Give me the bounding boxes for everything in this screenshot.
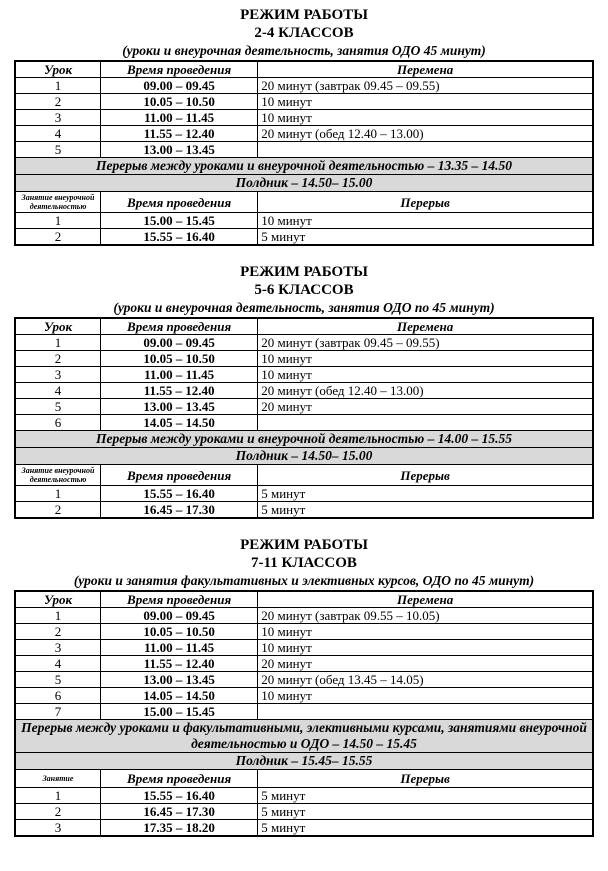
break-note-cell: 5 минут	[258, 502, 593, 519]
break-note-cell: 10 минут	[258, 110, 593, 126]
break-note-cell: 20 минут (обед 12.40 – 13.00)	[258, 126, 593, 142]
break-note-cell: 5 минут	[258, 486, 593, 502]
time-cell: 14.05 – 14.50	[101, 688, 258, 704]
lesson-row	[15, 94, 593, 110]
band-row	[15, 158, 593, 175]
time-cell: 11.00 – 11.45	[101, 640, 258, 656]
band-cell: Полдник – 14.50– 15.00	[15, 175, 593, 192]
table-header-row	[15, 591, 593, 608]
lesson-number-cell: 2	[15, 502, 101, 519]
column-header-cell: Время проведения	[101, 465, 258, 486]
table-header-row	[15, 465, 593, 486]
time-cell: 11.55 – 12.40	[101, 126, 258, 142]
time-cell: 13.00 – 13.45	[101, 672, 258, 688]
lesson-number-cell: 5	[15, 399, 101, 415]
lesson-number-cell: 5	[15, 672, 101, 688]
time-cell: 17.35 – 18.20	[101, 820, 258, 837]
time-cell: 10.05 – 10.50	[101, 94, 258, 110]
break-note-cell: 10 минут	[258, 688, 593, 704]
lesson-row	[15, 142, 593, 158]
break-note-cell: 10 минут	[258, 94, 593, 110]
time-cell: 14.05 – 14.50	[101, 415, 258, 431]
lesson-row	[15, 672, 593, 688]
time-cell: 15.00 – 15.45	[101, 704, 258, 720]
band-row	[15, 448, 593, 465]
lesson-number-cell: 1	[15, 213, 101, 229]
lesson-row	[15, 608, 593, 624]
column-header-cell: Занятие	[15, 770, 101, 788]
band-cell: Перерыв между уроками и факультативными, элективными курсами, занятиями внеурочной деятельностью и ОДО – 14.50 – 15.45	[15, 720, 593, 753]
time-cell: 09.00 – 09.45	[101, 608, 258, 624]
column-header-cell: Занятие внеурочной деятельностью	[15, 192, 101, 213]
schedule-table	[14, 60, 594, 246]
column-header-cell: Урок	[15, 591, 101, 608]
table-header-row	[15, 318, 593, 335]
section-subtitle: (уроки и внеурочная деятельность, занятия ОДО 45 минут)	[122, 43, 486, 58]
schedule-section	[14, 263, 594, 519]
lesson-number-cell: 1	[15, 788, 101, 804]
break-note-cell: 5 минут	[258, 820, 593, 837]
lesson-number-cell: 4	[15, 656, 101, 672]
section-title: РЕЖИМ РАБОТЫ	[240, 264, 368, 280]
column-header-cell: Перерыв	[258, 192, 593, 213]
lesson-row	[15, 804, 593, 820]
time-cell: 16.45 – 17.30	[101, 804, 258, 820]
lesson-number-cell: 1	[15, 335, 101, 351]
lesson-row	[15, 213, 593, 229]
lesson-row	[15, 351, 593, 367]
section-title: РЕЖИМ РАБОТЫ	[240, 7, 368, 23]
lesson-number-cell: 4	[15, 383, 101, 399]
column-header-cell: Время проведения	[101, 61, 258, 78]
time-cell: 13.00 – 13.45	[101, 399, 258, 415]
column-header-cell: Урок	[15, 318, 101, 335]
break-note-cell: 10 минут	[258, 351, 593, 367]
lesson-row	[15, 656, 593, 672]
band-row	[15, 431, 593, 448]
column-header-cell: Время проведения	[101, 318, 258, 335]
lesson-row	[15, 486, 593, 502]
section-classes-line: 7-11 КЛАССОВ	[251, 555, 357, 571]
time-cell: 09.00 – 09.45	[101, 335, 258, 351]
break-note-cell: 20 минут	[258, 656, 593, 672]
lesson-number-cell: 3	[15, 367, 101, 383]
time-cell: 15.55 – 16.40	[101, 486, 258, 502]
lesson-number-cell: 4	[15, 126, 101, 142]
lesson-row	[15, 640, 593, 656]
time-cell: 15.00 – 15.45	[101, 213, 258, 229]
time-cell: 15.55 – 16.40	[101, 788, 258, 804]
lesson-row	[15, 788, 593, 804]
section-title: РЕЖИМ РАБОТЫ	[240, 537, 368, 553]
break-note-cell: 5 минут	[258, 788, 593, 804]
column-header-cell: Перерыв	[258, 465, 593, 486]
lesson-number-cell: 2	[15, 624, 101, 640]
lesson-row	[15, 704, 593, 720]
column-header-cell: Перемена	[258, 591, 593, 608]
band-row	[15, 720, 593, 753]
lesson-number-cell: 1	[15, 486, 101, 502]
lesson-row	[15, 688, 593, 704]
lesson-number-cell: 2	[15, 229, 101, 246]
lesson-number-cell: 2	[15, 804, 101, 820]
time-cell: 09.00 – 09.45	[101, 78, 258, 94]
schedule-table	[14, 590, 594, 837]
table-header-row	[15, 770, 593, 788]
column-header-cell: Время проведения	[101, 770, 258, 788]
lesson-row	[15, 415, 593, 431]
break-note-cell	[258, 142, 593, 158]
lesson-number-cell: 3	[15, 110, 101, 126]
band-cell: Полдник – 14.50– 15.00	[15, 448, 593, 465]
section-classes-line: 2-4 КЛАССОВ	[254, 25, 354, 41]
break-note-cell: 20 минут (завтрак 09.55 – 10.05)	[258, 608, 593, 624]
band-row	[15, 753, 593, 770]
break-note-cell: 5 минут	[258, 804, 593, 820]
lesson-row	[15, 126, 593, 142]
lesson-row	[15, 399, 593, 415]
table-header-row	[15, 61, 593, 78]
break-note-cell: 10 минут	[258, 213, 593, 229]
break-note-cell: 20 минут (обед 13.45 – 14.05)	[258, 672, 593, 688]
column-header-cell: Время проведения	[101, 192, 258, 213]
schedule-table	[14, 317, 594, 519]
break-note-cell: 10 минут	[258, 624, 593, 640]
time-cell: 11.00 – 11.45	[101, 110, 258, 126]
band-cell: Полдник – 15.45– 15.55	[15, 753, 593, 770]
section-subtitle: (уроки и внеурочная деятельность, занятия ОДО по 45 минут)	[113, 300, 495, 315]
column-header-cell: Перемена	[258, 61, 593, 78]
lesson-number-cell: 1	[15, 78, 101, 94]
break-note-cell: 20 минут (завтрак 09.45 – 09.55)	[258, 78, 593, 94]
lesson-number-cell: 2	[15, 94, 101, 110]
band-cell: Перерыв между уроками и внеурочной деятельностью – 14.00 – 15.55	[15, 431, 593, 448]
time-cell: 11.55 – 12.40	[101, 383, 258, 399]
break-note-cell: 20 минут (завтрак 09.45 – 09.55)	[258, 335, 593, 351]
break-note-cell: 20 минут	[258, 399, 593, 415]
schedule-section	[14, 536, 594, 837]
band-row	[15, 175, 593, 192]
time-cell: 11.00 – 11.45	[101, 367, 258, 383]
lesson-row	[15, 110, 593, 126]
schedule-section	[14, 6, 594, 246]
lesson-row	[15, 383, 593, 399]
lesson-row	[15, 502, 593, 519]
lesson-number-cell: 3	[15, 640, 101, 656]
time-cell: 10.05 – 10.50	[101, 624, 258, 640]
lesson-row	[15, 335, 593, 351]
lesson-row	[15, 367, 593, 383]
lesson-row	[15, 820, 593, 837]
lesson-number-cell: 1	[15, 608, 101, 624]
column-header-cell: Урок	[15, 61, 101, 78]
lesson-row	[15, 78, 593, 94]
column-header-cell: Перерыв	[258, 770, 593, 788]
break-note-cell: 10 минут	[258, 640, 593, 656]
time-cell: 15.55 – 16.40	[101, 229, 258, 246]
break-note-cell: 20 минут (обед 12.40 – 13.00)	[258, 383, 593, 399]
time-cell: 11.55 – 12.40	[101, 656, 258, 672]
time-cell: 10.05 – 10.50	[101, 351, 258, 367]
lesson-number-cell: 3	[15, 820, 101, 837]
column-header-cell: Время проведения	[101, 591, 258, 608]
lesson-number-cell: 6	[15, 688, 101, 704]
break-note-cell: 5 минут	[258, 229, 593, 246]
column-header-cell: Перемена	[258, 318, 593, 335]
lesson-number-cell: 7	[15, 704, 101, 720]
break-note-cell	[258, 704, 593, 720]
time-cell: 16.45 – 17.30	[101, 502, 258, 519]
section-classes-line: 5-6 КЛАССОВ	[254, 282, 354, 298]
lesson-row	[15, 229, 593, 246]
table-header-row	[15, 192, 593, 213]
band-cell: Перерыв между уроками и внеурочной деятельностью – 13.35 – 14.50	[15, 158, 593, 175]
break-note-cell	[258, 415, 593, 431]
section-subtitle: (уроки и занятия факультативных и элективных курсов, ОДО по 45 минут)	[73, 573, 535, 588]
lesson-row	[15, 624, 593, 640]
lesson-number-cell: 2	[15, 351, 101, 367]
column-header-cell: Занятие внеурочной деятельностью	[15, 465, 101, 486]
break-note-cell: 10 минут	[258, 367, 593, 383]
time-cell: 13.00 – 13.45	[101, 142, 258, 158]
lesson-number-cell: 6	[15, 415, 101, 431]
lesson-number-cell: 5	[15, 142, 101, 158]
